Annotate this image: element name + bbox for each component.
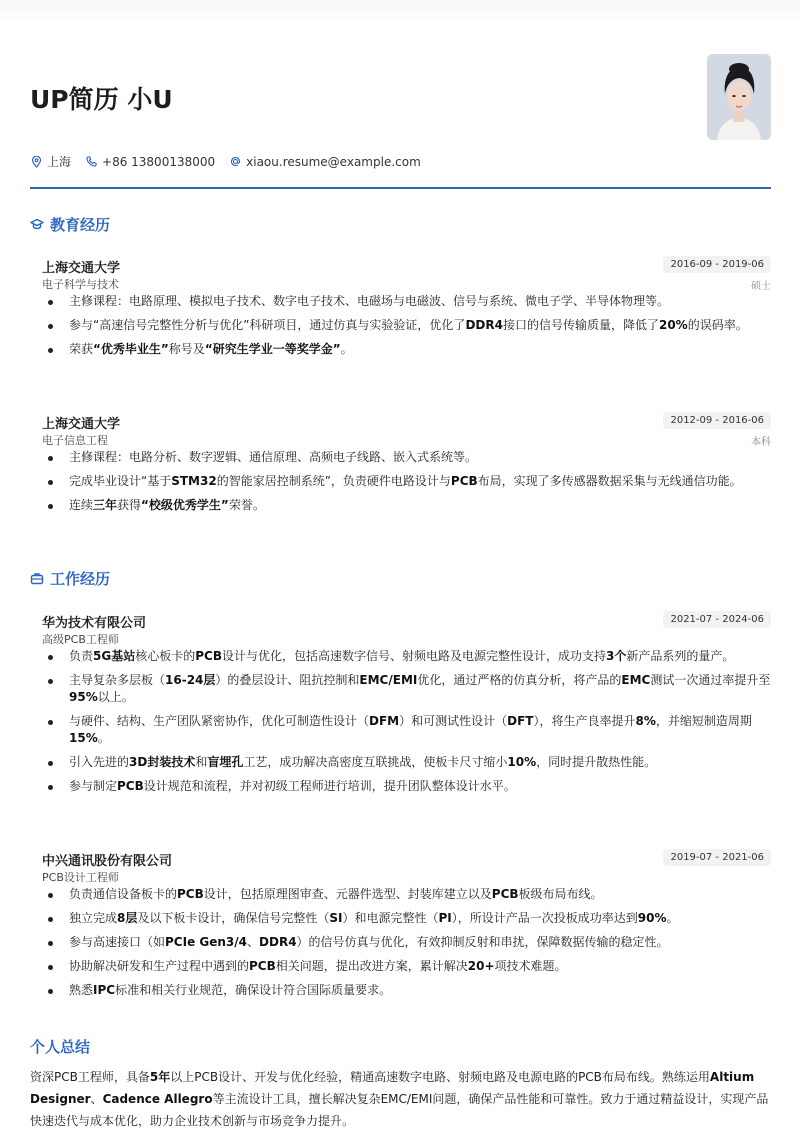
list-item: 熟悉IPC标准和相关行业规范，确保设计符合国际质量要求。	[42, 982, 771, 999]
resume-header	[30, 0, 770, 190]
avatar-photo	[707, 54, 771, 140]
email-text[interactable]: xiaou.resume@example.com	[246, 154, 421, 169]
candidate-name: UP简历 小U	[30, 85, 173, 114]
list-item: 负责5G基站核心板卡的PCB设计与优化，包括高速数字信号、射频电路及电源完整性设计，成功支持3个新产品系列的量产。	[42, 648, 771, 665]
work-entry	[42, 850, 771, 1006]
major: 电子科学与技术	[42, 278, 119, 291]
degree-label: 硕士	[751, 281, 771, 292]
summary-body	[30, 1066, 771, 1132]
list-item: 主导复杂多层板（16-24层）的叠层设计、阻抗控制和EMC/EMI优化，通过严格的仿真分析，将产品的EMC测试一次通过率提升至95%以上。	[42, 672, 771, 706]
date-badge: 2021-07 - 2024-06	[663, 611, 771, 628]
list-item: 荣获“优秀毕业生”称号及“研究生学业一等奖学金”。	[42, 341, 771, 358]
list-item: 参与“高速信号完整性分析与优化”科研项目，通过仿真与实验验证，优化了DDR4接口的信号传输质量，降低了20%的误码率。	[42, 317, 771, 334]
education-title: 教育经历	[30, 214, 771, 235]
contact-location	[30, 153, 71, 170]
phone-text[interactable]: +86 13800138000	[102, 154, 216, 169]
list-item: 主修课程：电路分析、数字逻辑、通信原理、高频电子线路、嵌入式系统等。	[42, 449, 771, 466]
list-item: 与硬件、结构、生产团队紧密协作，优化可制造性设计（DFM）和可测试性设计（DFT），将生产良率提升8%，并缩短制造周期15%。	[42, 713, 771, 747]
resume-page	[30, 0, 771, 1128]
map-pin-icon	[30, 156, 42, 168]
education-entry	[42, 413, 771, 521]
list-item: 参与制定PCB设计规范和流程，并对初级工程师进行培训，提升团队整体设计水平。	[42, 778, 771, 795]
company-name: 华为技术有限公司	[42, 616, 147, 631]
list-item: 参与高速接口（如PCIe Gen3/4、DDR4）的信号仿真与优化，有效抑制反射和串扰，保障数据传输的稳定性。	[42, 934, 771, 951]
location-text: 上海	[47, 155, 72, 169]
work-entry	[42, 612, 771, 802]
list-item: 连续三年获得“校级优秀学生”荣誉。	[42, 497, 771, 514]
contact-phone	[85, 155, 215, 169]
list-item: 引入先进的3D封装技术和盲埋孔工艺，成功解决高密度互联挑战，使板卡尺寸缩小10%，同时提升散热性能。	[42, 754, 771, 771]
list-item: 独立完成8层及以下板卡设计，确保信号完整性（SI）和电源完整性（PI），所设计产品一次投板成功率达到90%。	[42, 910, 771, 927]
header-divider	[30, 187, 771, 189]
job-position: PCB设计工程师	[42, 871, 119, 884]
phone-icon	[85, 156, 97, 168]
school-name: 上海交通大学	[42, 417, 121, 432]
list-item: 完成毕业设计“基于STM32的智能家居控制系统”，负责硬件电路设计与PCB布局，实现了多传感器数据采集与无线通信功能。	[42, 473, 771, 490]
date-badge: 2019-07 - 2021-06	[663, 849, 771, 866]
list-item: 主修课程：电路原理、模拟电子技术、数字电子技术、电磁场与电磁波、信号与系统、微电子学、半导体物理等。	[42, 293, 771, 310]
summary-text: 资深PCB工程师，具备5年以上PCB设计、开发与优化经验，精通高速数字电路、射频电路及电源电路的PCB布局布线。熟练运用Altium Designer、Cadence Allegro等主流设计工具，擅长解决复杂EMC/EMI问题，确保产品性能和可靠性。致力于通过精益设计，实现产品快速迭代与成本优化，助力企业技术创新与市场竞争力提升。	[30, 1070, 769, 1128]
major: 电子信息工程	[42, 434, 108, 447]
date-badge: 2016-09 - 2019-06	[663, 256, 771, 273]
list-item: 协助解决研发和生产过程中遇到的PCB相关问题，提出改进方案，累计解决20+项技术难题。	[42, 958, 771, 975]
school-name: 上海交通大学	[42, 261, 121, 276]
contact-info	[30, 153, 435, 170]
graduation-cap-icon	[30, 218, 44, 232]
company-name: 中兴通讯股份有限公司	[42, 854, 173, 869]
at-sign-icon	[229, 156, 241, 168]
list-item: 负责通信设备板卡的PCB设计，包括原理图审查、元器件选型、封装库建立以及PCB板级布局布线。	[42, 886, 771, 903]
contact-email	[229, 155, 421, 169]
work-section	[30, 568, 771, 589]
summary-title: 个人总结	[30, 1038, 91, 1056]
summary-section	[30, 1036, 771, 1057]
education-entry	[42, 257, 771, 365]
briefcase-icon	[30, 572, 44, 586]
job-position: 高级PCB工程师	[42, 633, 119, 646]
work-title: 工作经历	[30, 568, 771, 589]
degree-label: 本科	[751, 437, 771, 448]
education-section	[30, 214, 771, 235]
date-badge: 2012-09 - 2016-06	[663, 412, 771, 429]
